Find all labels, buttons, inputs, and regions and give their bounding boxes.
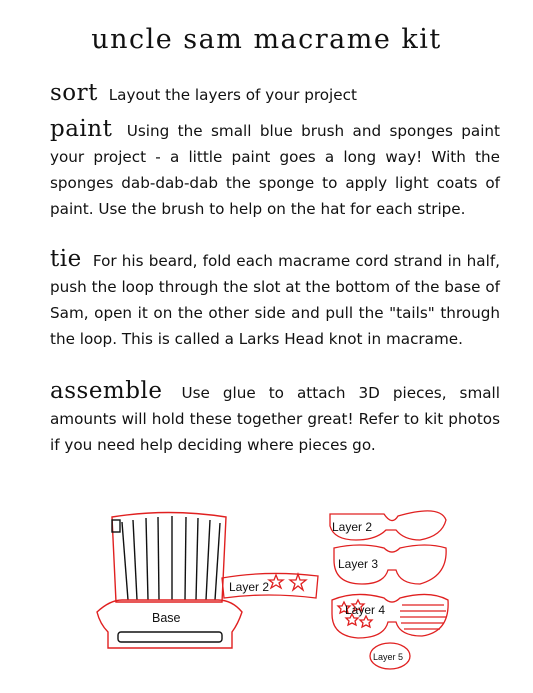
hat-piece: [97, 513, 242, 649]
section-tie: [50, 246, 500, 352]
hat-stripe: [158, 517, 159, 600]
layer2-label: Layer 2: [332, 520, 373, 534]
base-slot: [118, 632, 222, 642]
hat-stripe: [185, 517, 186, 600]
star-icon: [269, 575, 283, 588]
section-paint: [50, 116, 500, 222]
page-title: uncle sam macrame kit: [91, 24, 442, 55]
hat-stripe: [133, 520, 137, 600]
section-text-paint: Using the small blue brush and sponges paint your project - a little paint goes a long way! With the sponges dab-dab-dab the sponge to apply light coats of paint. Use the brush to help on the hat for each stripe.: [50, 122, 500, 218]
hatband-label: Layer 2: [229, 580, 270, 594]
hat-stripe: [122, 522, 128, 600]
hat-stripe: [206, 520, 210, 600]
layer3-label: Layer 3: [338, 557, 379, 571]
section-heading-tie: tie: [50, 246, 82, 272]
hat-stripe: [146, 518, 148, 600]
hat-crown-outline: [112, 513, 226, 603]
section-text-tie: For his beard, fold each macrame cord strand in half, push the loop through the slot at the bottom of the base of Sam, open it on the other side and pull the "tails" through the loop. This is called a Larks Head knot in macrame.: [50, 252, 500, 348]
section-heading-paint: paint: [50, 116, 113, 142]
layer-diagram: [0, 495, 533, 693]
section-assemble: [50, 378, 500, 458]
section-heading-assemble: assemble: [50, 378, 163, 404]
section-heading-sort: sort: [50, 80, 98, 106]
section-text-assemble: Use glue to attach 3D pieces, small amounts will hold these together great! Refer to kit photos if you need help deciding where pieces go.: [50, 384, 500, 454]
section-text-sort: Layout the layers of your project: [108, 86, 357, 104]
hat-stripe: [215, 523, 220, 600]
hat-stripe: [196, 518, 198, 600]
layer4-label: Layer 4: [345, 603, 386, 617]
layer5-label: Layer 5: [373, 652, 404, 662]
star-icon: [360, 616, 372, 627]
section-sort: [50, 80, 500, 108]
base-label: Base: [152, 611, 181, 625]
star-icon: [290, 574, 306, 590]
